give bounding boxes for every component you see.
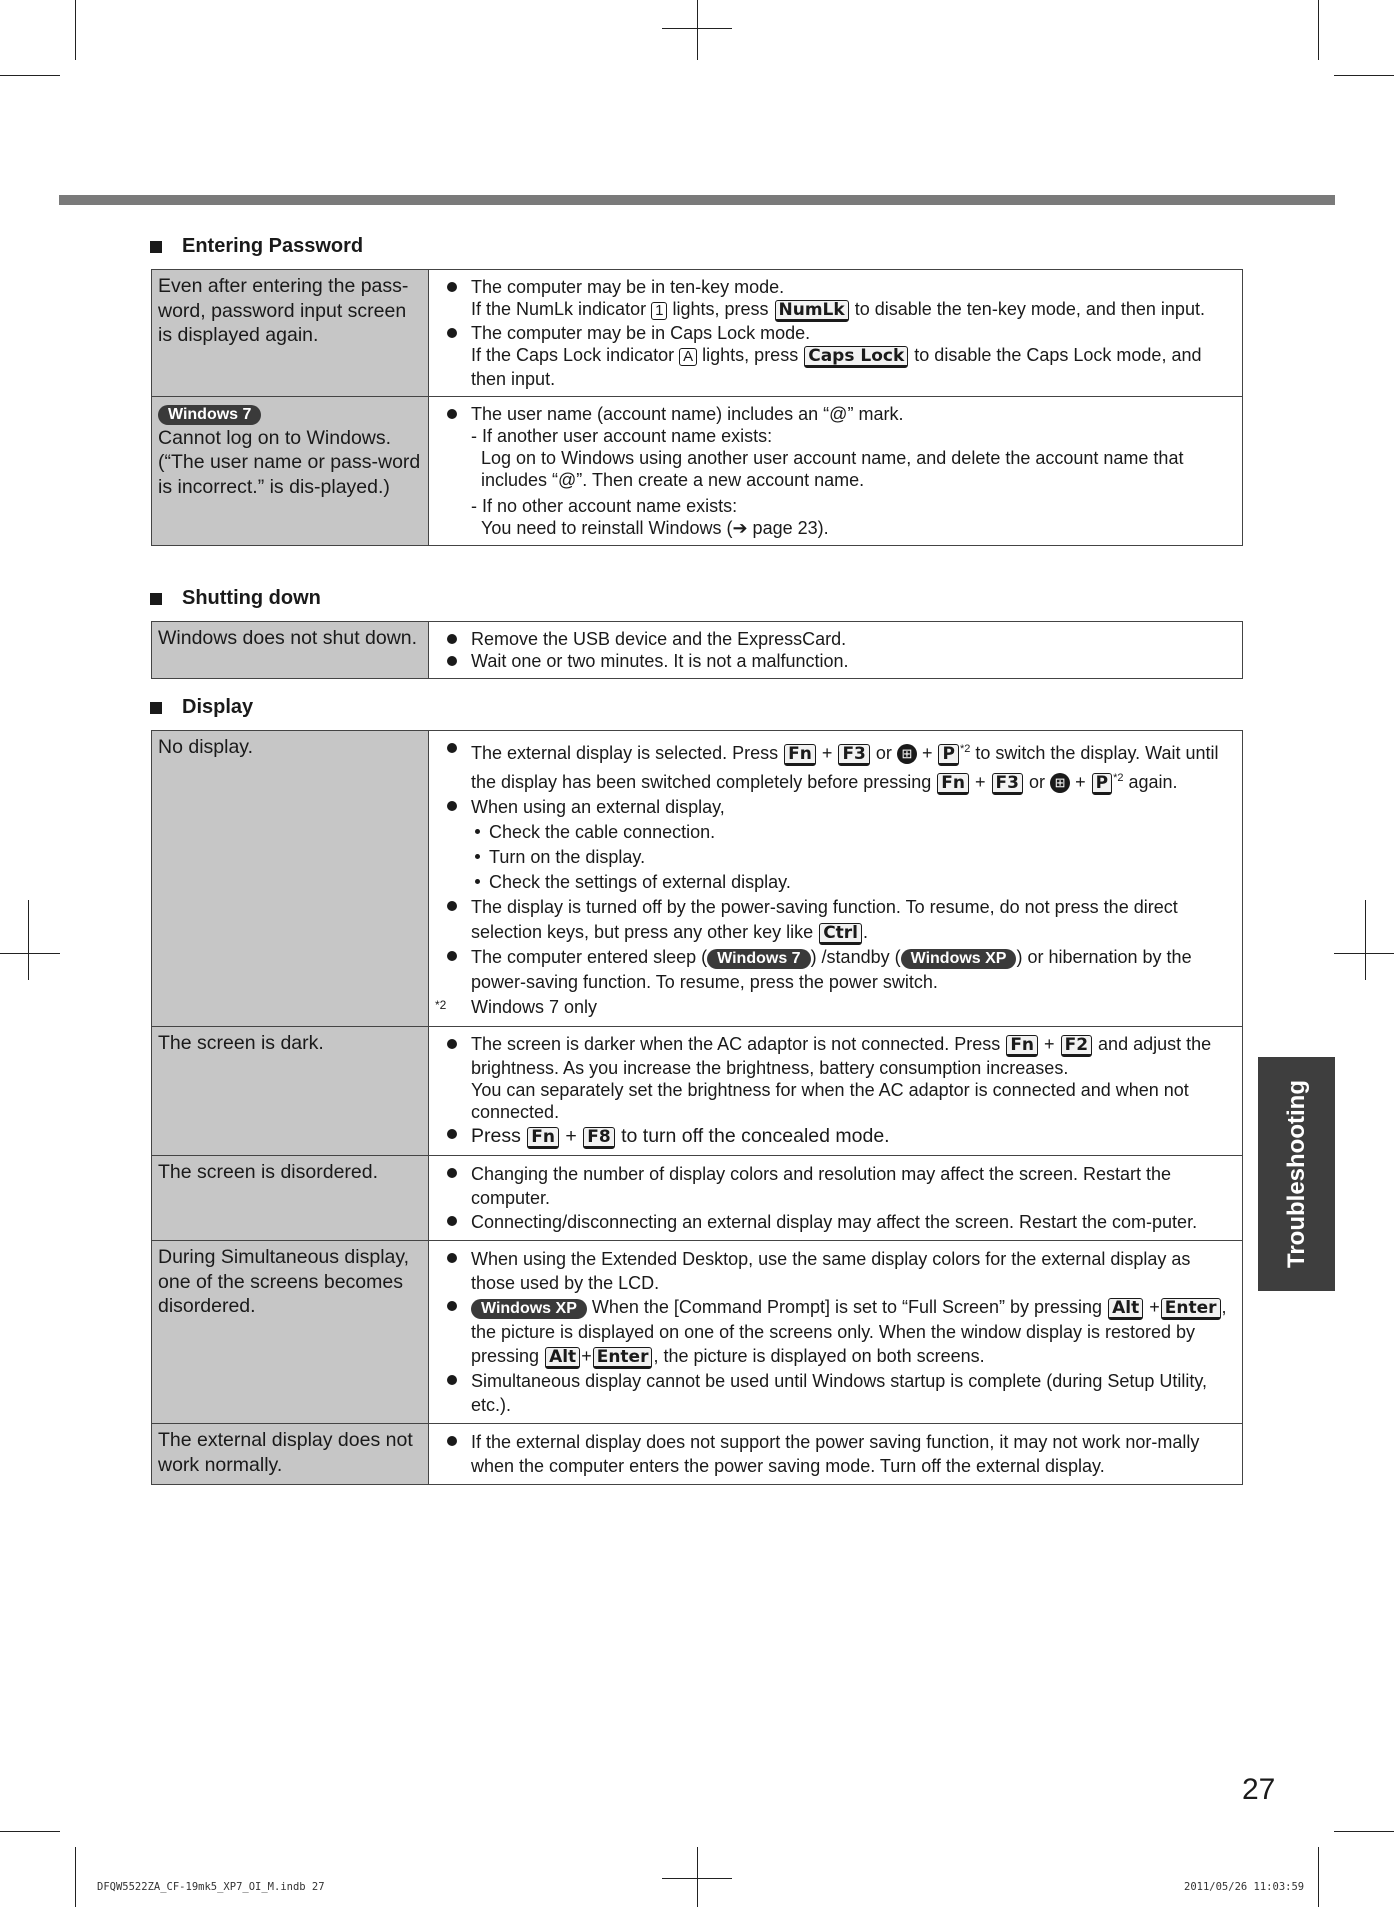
alt-key: Alt (545, 1347, 580, 1369)
list-item: Simultaneous display cannot be used until Windows startup is complete (during Setup Utility, etc.). (441, 1369, 1236, 1417)
problem-cell: During Simultaneous display, one of the screens becomes disordered. (152, 1241, 429, 1424)
list-item: The screen is darker when the AC adaptor is not connected. Press Fn + F2 and adjust the brightness. As you increase the brightness, battery consumption increases. You can separately set the brightness for when the AC adaptor is connected and when not connected. (441, 1033, 1236, 1123)
crop-mark (662, 1878, 732, 1879)
windows-key-icon: ⊞ (897, 744, 917, 764)
capslock-indicator-icon: A (679, 348, 697, 366)
solution-cell (429, 1027, 1243, 1156)
crop-mark (1334, 75, 1394, 76)
table-row (152, 270, 1243, 397)
solution-cell (429, 1241, 1243, 1424)
square-bullet-icon (150, 241, 162, 253)
list-item: Changing the number of display colors and resolution may affect the screen. Restart the computer. (441, 1162, 1236, 1210)
table-row (152, 1156, 1243, 1241)
caps-lock-key: Caps Lock (804, 346, 908, 368)
list-subitem: Check the settings of external display. (441, 870, 1236, 895)
problem-cell: No display. (152, 731, 429, 1027)
header-rule (59, 195, 1335, 205)
fn-key: Fn (784, 744, 816, 766)
alt-key: Alt (1108, 1298, 1143, 1320)
list-item: The display is turned off by the power-saving function. To resume, do not press the direct selection keys, but press any other key like Ctrl . (441, 895, 1236, 945)
numlk-key: NumLk (775, 300, 849, 322)
table-row (152, 1241, 1243, 1424)
problem-cell: Windows does not shut down. (152, 622, 429, 679)
shutdown-table (151, 621, 1243, 679)
list-item: The user name (account name) includes an “@” mark. (441, 403, 1236, 425)
list-item: The computer entered sleep ( Windows 7 ) /standby ( Windows XP ) or hibernation by the power-saving function. To resume, press the power switch. (441, 945, 1236, 995)
p-key: P (938, 744, 958, 766)
list-subitem: Turn on the display. (441, 845, 1236, 870)
crop-mark (1334, 953, 1394, 954)
footer-filename: DFQW5522ZA_CF-19mk5_XP7_OI_M.indb 27 (97, 1881, 325, 1893)
list-subitem: - If no other account name exists: (471, 496, 738, 516)
fn-key: Fn (937, 773, 969, 795)
windows-key-icon: ⊞ (1050, 773, 1070, 793)
footer-timestamp: 2011/05/26 11:03:59 (1184, 1881, 1305, 1893)
crop-mark (1318, 0, 1319, 60)
problem-cell: The external display does not work normally. (152, 1424, 429, 1485)
list-item: If the external display does not support the power saving function, it may not work nor-mally when the computer enters the power saving mode. Turn off the external display. (441, 1430, 1236, 1478)
page-number: 27 (1242, 1773, 1276, 1806)
section-heading-display: Display (150, 696, 253, 719)
crop-mark (1334, 1831, 1394, 1832)
square-bullet-icon (150, 702, 162, 714)
crop-mark (0, 1831, 60, 1832)
crop-mark (0, 75, 60, 76)
f3-key: F3 (838, 744, 869, 766)
crop-mark (28, 900, 29, 980)
crop-mark (1365, 900, 1366, 980)
list-item: Wait one or two minutes. It is not a malfunction. (441, 650, 1236, 672)
list-subitem: Check the cable connection. (441, 820, 1236, 845)
os-badge-windows7: Windows 7 (158, 405, 261, 425)
table-row (152, 622, 1243, 679)
solution-cell (429, 622, 1243, 679)
fn-key: Fn (527, 1127, 559, 1149)
problem-cell: The screen is dark. (152, 1027, 429, 1156)
solution-cell (429, 1156, 1243, 1241)
crop-mark (0, 953, 60, 954)
crop-mark (697, 0, 698, 60)
list-item: When using an external display, (441, 795, 1236, 820)
square-bullet-icon (150, 593, 162, 605)
list-item: The computer may be in Caps Lock mode. If the Caps Lock indicator A lights, press Caps Lock to disable the Caps Lock mode, and then input. (441, 322, 1236, 390)
list-item: Press Fn + F8 to turn off the concealed mode. (441, 1123, 1236, 1149)
list-item: Remove the USB device and the ExpressCard. (441, 628, 1236, 650)
solution-cell (429, 1424, 1243, 1485)
section-heading-shutdown: Shutting down (150, 587, 321, 610)
p-key: P (1092, 773, 1112, 795)
f8-key: F8 (583, 1127, 614, 1149)
password-table (151, 269, 1243, 546)
ctrl-key: Ctrl (819, 923, 862, 945)
crop-mark (662, 28, 732, 29)
os-badge-windows7: Windows 7 (707, 949, 810, 969)
footnote: *2 Windows 7 only (435, 997, 598, 1017)
list-subitem-text: You need to reinstall Windows (➔ page 23). (481, 518, 829, 538)
enter-key: Enter (1161, 1298, 1221, 1320)
f2-key: F2 (1061, 1035, 1092, 1057)
fn-key: Fn (1006, 1035, 1038, 1057)
problem-cell: Even after entering the pass-word, password input screen is displayed again. (152, 270, 429, 397)
crop-mark (75, 1847, 76, 1907)
list-item: Windows XP When the [Command Prompt] is set to “Full Screen” by pressing Alt + Enter , the picture is displayed on one of the screens only. When the window display is restored by pressing Alt + Enter , the picture is displayed on both screens. (441, 1295, 1236, 1369)
display-table (151, 730, 1243, 1485)
list-subitem: - If another user account name exists: (471, 426, 773, 446)
numlk-indicator-icon: 1 (651, 302, 667, 320)
crop-mark (1318, 1847, 1319, 1907)
solution-cell (429, 397, 1243, 546)
crop-mark (75, 0, 76, 60)
side-tab (1258, 1057, 1335, 1291)
table-row (152, 1027, 1243, 1156)
list-subitem-text: Log on to Windows using another user account name, and delete the account name that includes “@”. Then create a new account name. (481, 448, 1184, 490)
solution-cell (429, 270, 1243, 397)
list-item: When using the Extended Desktop, use the same display colors for the external display as those used by the LCD. (441, 1247, 1236, 1295)
section-heading-password: Entering Password (150, 235, 363, 258)
list-item: The computer may be in ten-key mode. If the NumLk indicator 1 lights, press NumLk to disable the ten-key mode, and then input. (441, 276, 1236, 322)
crop-mark (697, 1847, 698, 1907)
f3-key: F3 (992, 773, 1023, 795)
solution-cell (429, 731, 1243, 1027)
table-row (152, 397, 1243, 546)
table-row (152, 1424, 1243, 1485)
list-item: The external display is selected. Press Fn + F3 or ⊞ + P $^{*2}$ to switch the display. Wait until the display has been switched completely before pressing Fn + F3 or ⊞ + P $^{*2}$ again. (441, 737, 1236, 795)
problem-cell: Windows 7 Cannot log on to Windows. (“The user name or pass-word is incorrect.” is dis-played.) (152, 397, 429, 546)
side-tab-label: Troubleshooting (1282, 1080, 1310, 1268)
table-row (152, 731, 1243, 1027)
enter-key: Enter (593, 1347, 653, 1369)
problem-cell: The screen is disordered. (152, 1156, 429, 1241)
list-item: Connecting/disconnecting an external display may affect the screen. Restart the com-puter. (441, 1210, 1236, 1234)
os-badge-windowsxp: Windows XP (471, 1299, 587, 1319)
os-badge-windowsxp: Windows XP (901, 949, 1017, 969)
